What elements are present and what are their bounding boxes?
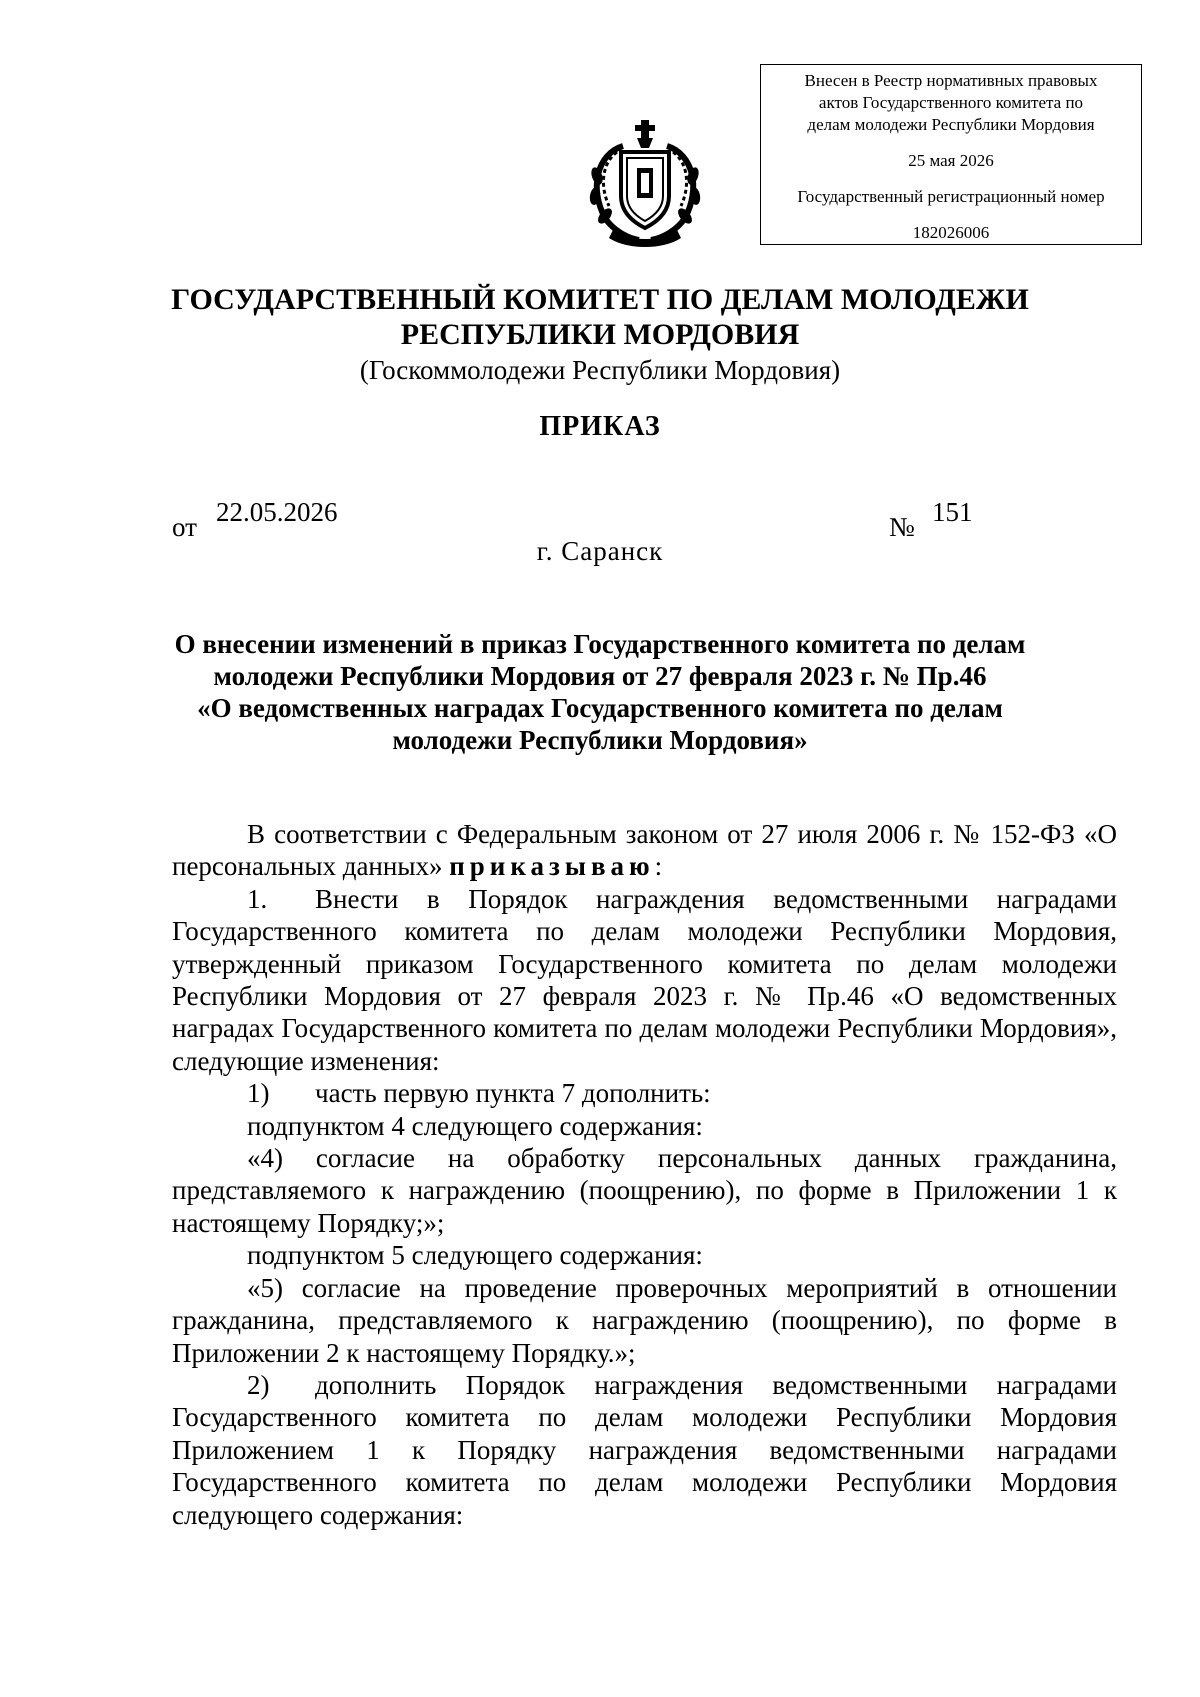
item-1-text: Внести в Порядок награждения ведомственными наградами Государственного комитета по делам молодежи Республики Мордовия, утвержденный приказом Государственного комитета по делам молодежи Республики Мордовия от 27 февраля 2023 г. № Пр.46 «О ведомственных наградах Государственного комитета по делам молодежи Республики Мордовия», следующие изменения:	[172, 883, 1117, 1076]
registry-line-3: делам молодежи Республики Мордовия	[807, 115, 1095, 134]
title-line-2: молодежи Республики Мордовия от 27 февраля 2023 г. № Пр.46	[213, 661, 987, 691]
item-1	[172, 883, 1117, 1077]
order-number: 151	[932, 497, 973, 527]
document-type: ПРИКАЗ	[539, 411, 661, 442]
registry-date: 25 мая 2026	[908, 151, 994, 170]
coat-of-arms-icon	[583, 118, 707, 248]
registry-number: 182026006	[912, 223, 990, 242]
registry-stamp	[760, 64, 1142, 245]
registry-line-2: актов Государственного комитета по	[818, 93, 1084, 112]
registry-line-1: Внесен в Реестр нормативных правовых	[804, 71, 1098, 90]
title-line-1: О внесении изменений в приказ Государственного комитета по делам	[174, 629, 1026, 659]
order-date: 22.05.2026	[216, 497, 338, 527]
intro-paragraph	[172, 818, 1117, 883]
org-short-name: (Госкоммолодежи Республики Мордовия)	[359, 355, 841, 385]
subitem-1-number: 1)	[247, 1078, 270, 1109]
subitem-1	[172, 1077, 1117, 1109]
subitem-2-text: дополнить Порядок награждения ведомственными наградами Государственного комитета по делам молодежи Республики Мордовия Приложением 1 к Порядку награждения ведомственными наградами Государственного комитета по делам молодежи Республики Мордовия следующего содержания:	[172, 1369, 1117, 1530]
date-label: от	[172, 512, 197, 542]
intro-text: В соответствии с Федеральным законом от 27 июля 2006 г. № 152-ФЗ «О персональных данных»	[172, 819, 1117, 882]
number-label: №	[889, 512, 915, 542]
org-name-line-1: ГОСУДАРСТВЕННЫЙ КОМИТЕТ ПО ДЕЛАМ МОЛОДЕЖИ	[171, 283, 1029, 316]
title-line-3: «О ведомственных наградах Государственного комитета по делам	[197, 693, 1003, 723]
order-word: приказываю	[449, 851, 655, 882]
subitem-1-text: часть первую пункта 7 дополнить:	[315, 1078, 711, 1109]
subpoint-4-intro: подпунктом 4 следующего содержания:	[247, 1110, 703, 1141]
city: г. Саранск	[536, 536, 664, 566]
subpoint-4-text: «4) согласие на обработку персональных данных гражданина, представляемого к награждению (поощрению), по форме в Приложении 1 к настоящему Порядку;»;	[172, 1143, 1117, 1238]
order-title	[150, 628, 1050, 756]
subitem-2	[172, 1369, 1117, 1531]
subitem-2-number: 2)	[247, 1369, 270, 1400]
intro-colon: :	[654, 851, 663, 882]
subpoint-5-text: «5) согласие на проведение проверочных мероприятий в отношении гражданина, представляемого к награждению (поощрению), по форме в Приложении 2 к настоящему Порядку.»;	[172, 1272, 1117, 1368]
order-body	[172, 818, 1117, 1531]
title-line-4: молодежи Республики Мордовия»	[392, 725, 808, 755]
subpoint-5-intro: подпунктом 5 следующего содержания:	[247, 1240, 703, 1271]
item-1-number: 1.	[247, 883, 268, 914]
org-name-line-2: РЕСПУБЛИКИ МОРДОВИЯ	[400, 318, 800, 351]
registry-number-label: Государственный регистрационный номер	[797, 187, 1105, 206]
